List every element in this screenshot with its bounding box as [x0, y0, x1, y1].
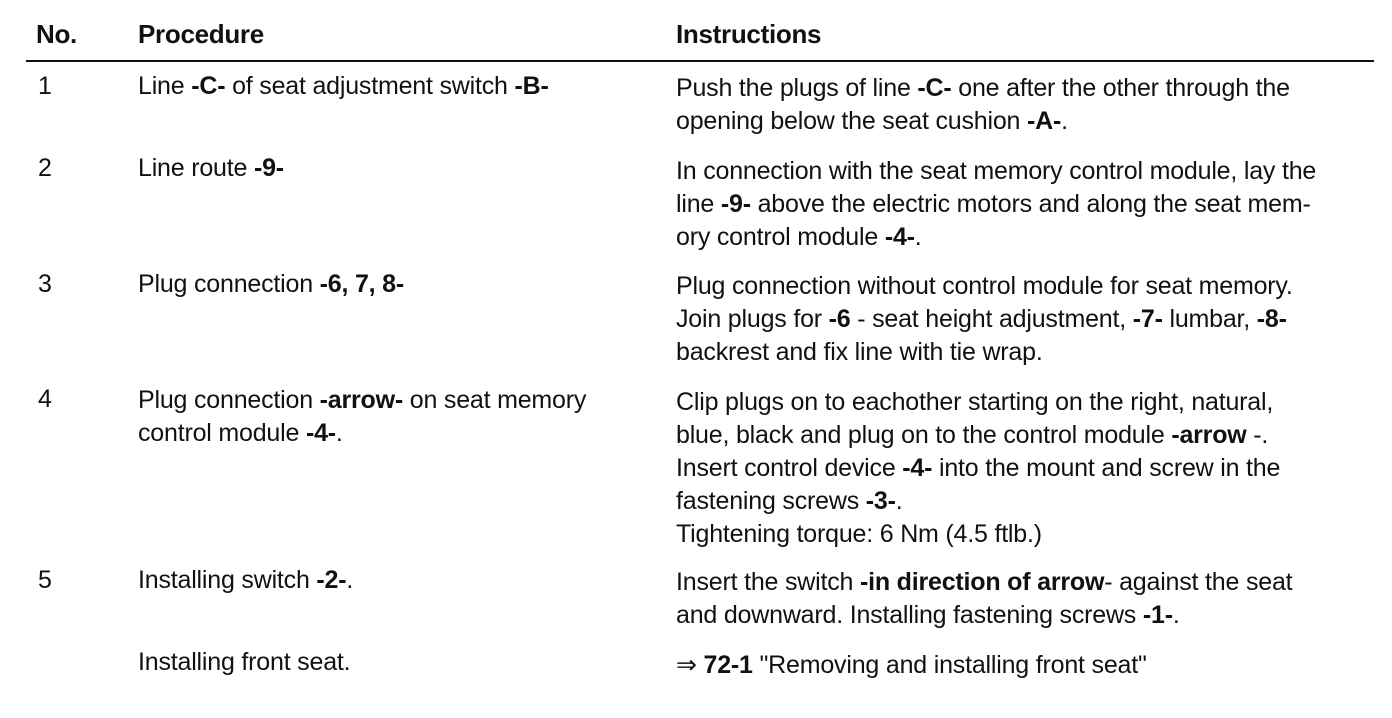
row-1-number: 1	[38, 72, 52, 100]
text-segment: Tightening torque: 6 Nm (4.5 ftlb.)	[676, 520, 1042, 548]
bold-reference: -1-	[1142, 601, 1173, 629]
text-segment: Push the plugs of line	[676, 74, 918, 102]
bold-reference: -C-	[917, 74, 952, 102]
text-segment: Installing front seat.	[138, 648, 351, 676]
text-segment: ory control module	[676, 223, 885, 251]
row-2-number: 2	[38, 154, 52, 182]
bold-reference: -2-	[316, 566, 347, 594]
row-4-instructions	[676, 386, 1280, 551]
text-segment: of seat adjustment switch	[225, 72, 515, 100]
header-divider	[26, 60, 1374, 62]
text-segment: .	[895, 487, 903, 515]
bold-reference: -4-	[884, 223, 915, 251]
bold-reference: 72-1	[703, 651, 753, 679]
text-segment: Clip plugs on to eachother starting on the right, natural,	[676, 388, 1274, 416]
text-segment: on seat memory	[403, 386, 587, 414]
bold-reference: -C-	[191, 72, 226, 100]
text-segment: .	[914, 223, 922, 251]
text-line	[676, 72, 1290, 105]
text-line	[676, 518, 1280, 551]
header-procedure: Procedure	[138, 19, 264, 49]
bold-reference: -9-	[253, 154, 284, 182]
text-segment: Line	[138, 72, 192, 100]
text-segment: blue, black and plug on to the control module	[676, 421, 1172, 449]
text-segment: ⇒	[676, 651, 704, 679]
text-segment: one after the other through the	[951, 74, 1290, 102]
text-line	[138, 384, 586, 417]
text-line	[676, 336, 1293, 369]
bold-reference: -4-	[902, 454, 933, 482]
text-line	[138, 70, 549, 103]
row-3-procedure	[138, 268, 404, 301]
text-segment: .	[346, 566, 354, 594]
row-2-instructions	[676, 155, 1316, 254]
text-line	[138, 152, 284, 185]
text-segment: fastening screws	[676, 487, 866, 515]
text-segment: and downward. Installing fastening screws	[676, 601, 1143, 629]
text-line	[676, 155, 1316, 188]
bold-reference: -arrow	[1171, 421, 1247, 449]
text-segment: .	[1172, 601, 1180, 629]
text-segment: Insert the switch	[676, 568, 860, 596]
row-5-procedure	[138, 564, 353, 597]
text-segment: lumbar,	[1162, 305, 1257, 333]
text-segment: into the mount and screw in the	[932, 454, 1281, 482]
text-segment: Line route	[138, 154, 254, 182]
row-1-procedure	[138, 70, 549, 103]
text-segment: - seat height adjustment,	[850, 305, 1133, 333]
text-line	[676, 599, 1292, 632]
text-segment: .	[1061, 107, 1068, 135]
text-segment: control module	[138, 419, 306, 447]
text-line	[676, 649, 1147, 682]
text-line	[676, 270, 1293, 303]
text-line	[676, 485, 1280, 518]
text-segment: Plug connection without control module for seat memory.	[676, 272, 1293, 300]
text-segment: Join plugs for	[676, 305, 829, 333]
text-line	[138, 564, 353, 597]
text-segment: above the electric motors and along the seat mem-	[750, 190, 1311, 218]
text-segment: Plug connection	[138, 270, 320, 298]
bold-reference: -9-	[720, 190, 751, 218]
row-2-procedure	[138, 152, 284, 185]
bold-reference: -3-	[865, 487, 896, 515]
row-5-instructions	[676, 566, 1292, 632]
text-line	[138, 417, 586, 450]
text-line	[138, 268, 404, 301]
row-3-instructions	[676, 270, 1293, 369]
bold-reference: -6, 7, 8-	[319, 270, 405, 298]
text-segment: "Removing and installing front seat"	[752, 651, 1147, 679]
row-5-number: 5	[38, 566, 52, 594]
bold-reference: -7-	[1132, 305, 1163, 333]
bold-reference: -8-	[1256, 305, 1287, 333]
text-segment: -.	[1246, 421, 1269, 449]
header-no: No.	[36, 19, 77, 49]
text-segment: Plug connection	[138, 386, 320, 414]
bold-reference: -A-	[1027, 107, 1062, 135]
row-4-procedure	[138, 384, 586, 450]
bold-reference: -B-	[514, 72, 549, 100]
bold-reference: -arrow-	[319, 386, 403, 414]
text-line	[676, 303, 1293, 336]
text-line	[676, 452, 1280, 485]
text-line	[676, 221, 1316, 254]
text-segment: Insert control device	[676, 454, 903, 482]
text-segment: line	[676, 190, 721, 218]
text-segment: opening below the seat cushion	[676, 107, 1028, 135]
text-line	[676, 105, 1290, 138]
text-segment: backrest and fix line with tie wrap.	[676, 338, 1043, 366]
text-segment: Installing switch	[138, 566, 317, 594]
text-line	[676, 188, 1316, 221]
row-1-instructions	[676, 72, 1290, 138]
text-segment: - against the seat	[1104, 568, 1293, 596]
row-4-number: 4	[38, 385, 52, 413]
text-segment: .	[335, 419, 343, 447]
bold-reference: -4-	[305, 419, 336, 447]
bold-reference: -in direction of arrow	[859, 568, 1105, 596]
text-line	[676, 566, 1292, 599]
text-line	[676, 386, 1280, 419]
text-segment: In connection with the seat memory control module, lay the	[676, 157, 1317, 185]
row-6-procedure	[138, 646, 350, 679]
bold-reference: -6	[828, 305, 851, 333]
text-line	[138, 646, 350, 679]
row-3-number: 3	[38, 270, 52, 298]
header-instructions: Instructions	[676, 19, 822, 49]
row-6-instructions	[676, 649, 1147, 682]
text-line	[676, 419, 1280, 452]
